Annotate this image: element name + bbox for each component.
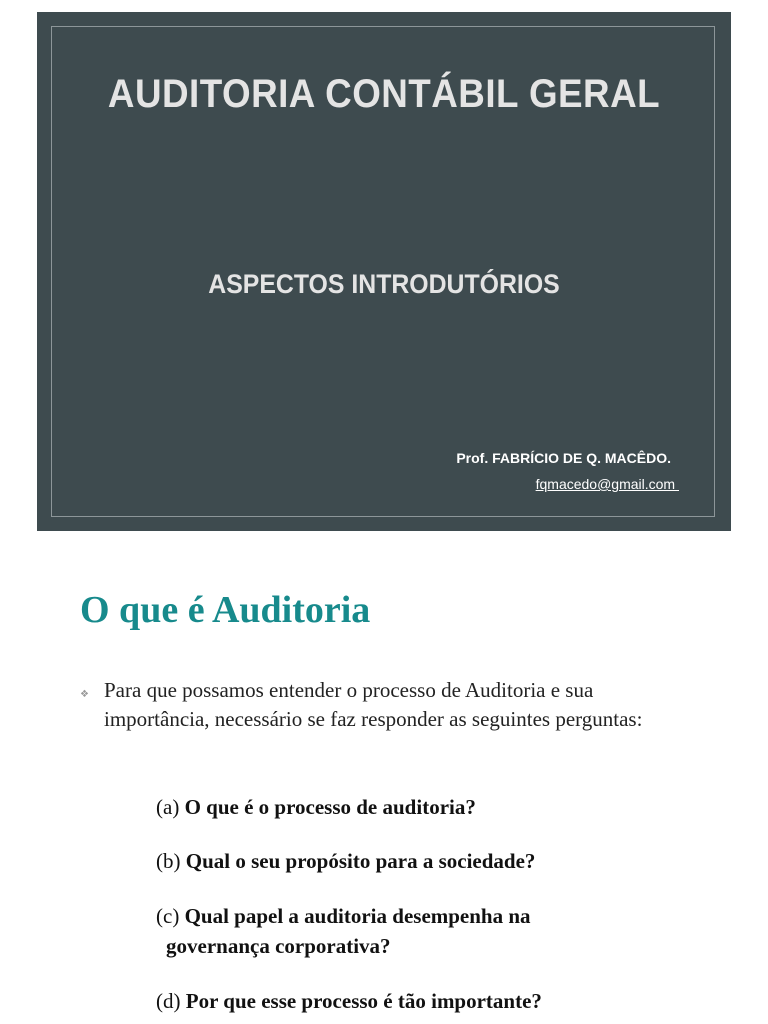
question-a	[156, 792, 476, 822]
question-b	[156, 846, 535, 876]
diamond-bullet-icon: ❖	[80, 689, 89, 700]
question-d	[156, 986, 542, 1016]
slide-title: AUDITORIA CONTÁBIL GERAL	[107, 72, 661, 116]
question-text: Qual o seu propósito para a sociedade?	[185, 849, 536, 873]
author-name: Prof. FABRÍCIO DE Q. MACÊDO.	[456, 450, 671, 466]
question-c	[156, 901, 696, 961]
author-email-link[interactable]: fqmacedo@gmail.com	[535, 476, 679, 492]
title-slide	[37, 12, 731, 531]
question-label: (c)	[156, 904, 185, 928]
question-text: O que é o processo de auditoria?	[184, 795, 476, 819]
question-label: (d)	[156, 989, 186, 1013]
slide-subtitle: ASPECTOS INTRODUTÓRIOS	[208, 269, 560, 299]
question-text: Por que esse processo é tão importante?	[185, 989, 542, 1013]
intro-paragraph: Para que possamos entender o processo de Auditoria e sua importância, necessário se faz responder as seguintes perguntas:	[104, 678, 643, 731]
question-text-continuation: governança corporativa?	[166, 934, 391, 958]
question-text: Qual papel a auditoria desempenha na	[184, 904, 531, 928]
section-heading: O que é Auditoria	[80, 589, 371, 631]
question-label: (a)	[156, 795, 185, 819]
question-label: (b)	[156, 849, 186, 873]
